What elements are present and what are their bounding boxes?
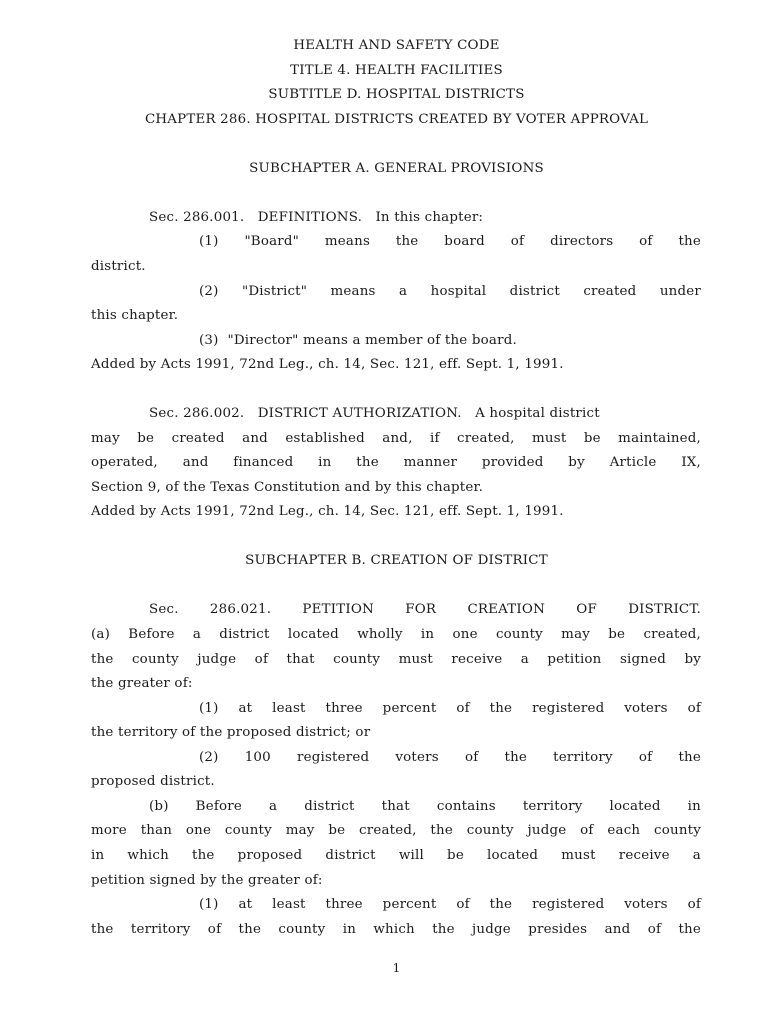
sec-002-line-1: Sec. 286.002. DISTRICT AUTHORIZATION. A hospital district [149, 406, 600, 421]
sec-001-line-6: (3) "Director" means a member of the board. [199, 333, 517, 348]
subchapter-b-heading: SUBCHAPTER B. CREATION OF DISTRICT [245, 553, 548, 568]
sec-021-line-10: more than one county may be created, the county judge of each county [91, 823, 701, 838]
sec-021-line-9: (b) Before a district that contains territory located in [149, 799, 701, 814]
sec-021-line-8: proposed district. [91, 774, 215, 789]
sec-021-line-12: petition signed by the greater of: [91, 873, 323, 888]
sec-021-line-13: (1) at least three percent of the registered voters of [199, 897, 701, 912]
sec-001-added-note: Added by Acts 1991, 72nd Leg., ch. 14, Sec. 121, eff. Sept. 1, 1991. [91, 357, 564, 372]
sec-001-line-4: (2) "District" means a hospital district created under [199, 284, 701, 299]
sec-001-line-5: this chapter. [91, 308, 179, 323]
sec-021-line-2: (a) Before a district located wholly in one county may be created, [91, 627, 701, 642]
sec-021-line-11: in which the proposed district will be located must receive a [91, 848, 701, 863]
sec-021-line-4: the greater of: [91, 676, 193, 691]
sec-002-added-note: Added by Acts 1991, 72nd Leg., ch. 14, Sec. 121, eff. Sept. 1, 1991. [91, 504, 564, 519]
sec-001-line-2: (1) "Board" means the board of directors of the [199, 234, 701, 249]
subchapter-a-heading: SUBCHAPTER A. GENERAL PROVISIONS [249, 161, 544, 176]
sec-002-line-4: Section 9, of the Texas Constitution and by this chapter. [91, 480, 484, 495]
sec-002-line-3: operated, and financed in the manner provided by Article IX, [91, 455, 701, 470]
sec-021-line-7: (2) 100 registered voters of the territory of the [199, 750, 701, 765]
sec-021-line-3: the county judge of that county must receive a petition signed by [91, 652, 701, 667]
page-number: 1 [392, 961, 401, 975]
chapter-heading: CHAPTER 286. HOSPITAL DISTRICTS CREATED BY VOTER APPROVAL [144, 112, 649, 127]
sec-021-line-14: the territory of the county in which the judge presides and of the [91, 922, 701, 937]
title-heading: TITLE 4. HEALTH FACILITIES [290, 63, 503, 78]
sec-001-line-1: Sec. 286.001. DEFINITIONS. In this chapter: [149, 210, 484, 225]
sec-021-line-6: the territory of the proposed district; or [91, 725, 371, 740]
code-heading: HEALTH AND SAFETY CODE [293, 38, 500, 53]
sec-002-line-2: may be created and established and, if created, must be maintained, [91, 431, 701, 446]
subtitle-heading: SUBTITLE D. HOSPITAL DISTRICTS [268, 87, 525, 102]
sec-021-line-1: Sec. 286.021. PETITION FOR CREATION OF DISTRICT. [149, 602, 701, 617]
sec-021-line-5: (1) at least three percent of the registered voters of [199, 701, 701, 716]
sec-001-line-3: district. [91, 259, 146, 274]
